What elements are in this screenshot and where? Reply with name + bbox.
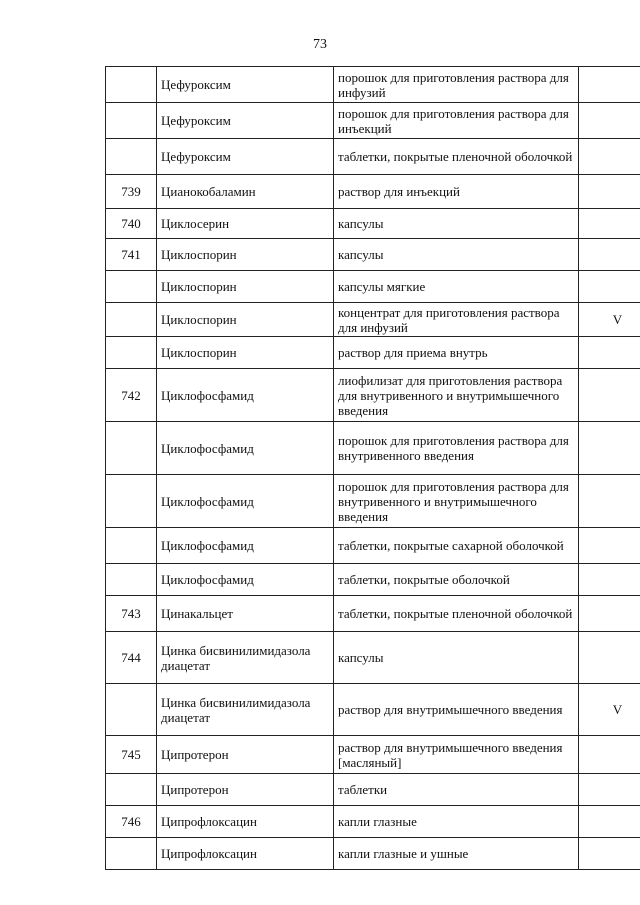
drug-name-cell: Циклосерин <box>157 209 334 239</box>
drug-name-cell: Цианокобаламин <box>157 175 334 209</box>
drug-name-cell: Ципрофлоксацин <box>157 838 334 870</box>
drug-name-cell: Цефуроксим <box>157 103 334 139</box>
dosage-form-cell: порошок для приготовления раствора для внутривенного и внутримышечного введения <box>334 475 579 528</box>
flag-cell <box>579 736 640 774</box>
drug-name-cell: Цинка бисвинилимидазола диацетат <box>157 632 334 684</box>
drug-name-cell: Циклофосфамид <box>157 564 334 596</box>
row-number-cell <box>106 774 157 806</box>
drug-name-cell: Ципрофлоксацин <box>157 806 334 838</box>
row-number-cell <box>106 422 157 475</box>
dosage-form-cell: порошок для приготовления раствора для инъекций <box>334 103 579 139</box>
row-number-cell: 741 <box>106 239 157 271</box>
flag-cell <box>579 774 640 806</box>
row-number-cell <box>106 303 157 337</box>
row-number-cell <box>106 528 157 564</box>
drug-name-cell: Циклоспорин <box>157 303 334 337</box>
dosage-form-cell: порошок для приготовления раствора для инфузий <box>334 67 579 103</box>
dosage-form-cell: капли глазные <box>334 806 579 838</box>
row-number-cell <box>106 564 157 596</box>
dosage-form-cell: таблетки, покрытые пленочной оболочкой <box>334 596 579 632</box>
flag-cell: V <box>579 303 640 337</box>
drug-name-cell: Ципротерон <box>157 736 334 774</box>
dosage-form-cell: капли глазные и ушные <box>334 838 579 870</box>
row-number-cell <box>106 139 157 175</box>
drug-name-cell: Циклоспорин <box>157 239 334 271</box>
row-number-cell <box>106 838 157 870</box>
drug-name-cell: Цинакальцет <box>157 596 334 632</box>
row-number-cell: 742 <box>106 369 157 422</box>
table-row <box>106 564 640 596</box>
flag-cell <box>579 67 640 103</box>
row-number-cell <box>106 271 157 303</box>
row-number-cell: 740 <box>106 209 157 239</box>
table-row <box>106 632 640 684</box>
flag-cell <box>579 528 640 564</box>
table-row <box>106 838 640 870</box>
table-row <box>106 175 640 209</box>
flag-cell <box>579 564 640 596</box>
row-number-cell: 746 <box>106 806 157 838</box>
page-number: 73 <box>313 37 327 52</box>
medicines-table-body <box>106 67 640 870</box>
flag-cell <box>579 806 640 838</box>
row-number-cell: 744 <box>106 632 157 684</box>
dosage-form-cell: таблетки, покрытые оболочкой <box>334 564 579 596</box>
table-row <box>106 422 640 475</box>
dosage-form-cell: раствор для приема внутрь <box>334 337 579 369</box>
row-number-cell <box>106 67 157 103</box>
drug-name-cell: Цефуроксим <box>157 139 334 175</box>
dosage-form-cell: таблетки, покрытые пленочной оболочкой <box>334 139 579 175</box>
drug-name-cell: Цефуроксим <box>157 67 334 103</box>
flag-cell <box>579 175 640 209</box>
flag-cell: V <box>579 684 640 736</box>
table-row <box>106 369 640 422</box>
table-row <box>106 209 640 239</box>
table-row <box>106 139 640 175</box>
dosage-form-cell: раствор для внутримышечного введения <box>334 684 579 736</box>
dosage-form-cell: таблетки, покрытые сахарной оболочкой <box>334 528 579 564</box>
table-row <box>106 736 640 774</box>
row-number-cell <box>106 337 157 369</box>
flag-cell <box>579 271 640 303</box>
dosage-form-cell: раствор для внутримышечного введения [масляный] <box>334 736 579 774</box>
flag-cell <box>579 239 640 271</box>
table-row <box>106 239 640 271</box>
row-number-cell: 745 <box>106 736 157 774</box>
drug-name-cell: Циклоспорин <box>157 271 334 303</box>
row-number-cell: 743 <box>106 596 157 632</box>
medicines-table <box>105 66 640 870</box>
table-row <box>106 475 640 528</box>
flag-cell <box>579 139 640 175</box>
dosage-form-cell: капсулы <box>334 632 579 684</box>
dosage-form-cell: капсулы <box>334 239 579 271</box>
drug-name-cell: Циклофосфамид <box>157 369 334 422</box>
dosage-form-cell: порошок для приготовления раствора для внутривенного введения <box>334 422 579 475</box>
dosage-form-cell: капсулы <box>334 209 579 239</box>
drug-name-cell: Цинка бисвинилимидазола диацетат <box>157 684 334 736</box>
drug-name-cell: Ципротерон <box>157 774 334 806</box>
dosage-form-cell: таблетки <box>334 774 579 806</box>
table-row <box>106 337 640 369</box>
flag-cell <box>579 838 640 870</box>
row-number-cell <box>106 103 157 139</box>
flag-cell <box>579 337 640 369</box>
table-row <box>106 271 640 303</box>
dosage-form-cell: капсулы мягкие <box>334 271 579 303</box>
row-number-cell <box>106 684 157 736</box>
table-row <box>106 528 640 564</box>
table-row <box>106 67 640 103</box>
drug-name-cell: Циклофосфамид <box>157 528 334 564</box>
drug-name-cell: Циклоспорин <box>157 337 334 369</box>
drug-name-cell: Циклофосфамид <box>157 475 334 528</box>
table-row <box>106 684 640 736</box>
flag-cell <box>579 209 640 239</box>
flag-cell <box>579 475 640 528</box>
drug-name-cell: Циклофосфамид <box>157 422 334 475</box>
table-row <box>106 596 640 632</box>
dosage-form-cell: раствор для инъекций <box>334 175 579 209</box>
flag-cell <box>579 422 640 475</box>
dosage-form-cell: лиофилизат для приготовления раствора для внутривенного и внутримышечного введения <box>334 369 579 422</box>
row-number-cell <box>106 475 157 528</box>
table-row <box>106 774 640 806</box>
table-row <box>106 806 640 838</box>
flag-cell <box>579 369 640 422</box>
flag-cell <box>579 103 640 139</box>
table-row <box>106 103 640 139</box>
row-number-cell: 739 <box>106 175 157 209</box>
table-row <box>106 303 640 337</box>
flag-cell <box>579 632 640 684</box>
flag-cell <box>579 596 640 632</box>
dosage-form-cell: концентрат для приготовления раствора для инфузий <box>334 303 579 337</box>
